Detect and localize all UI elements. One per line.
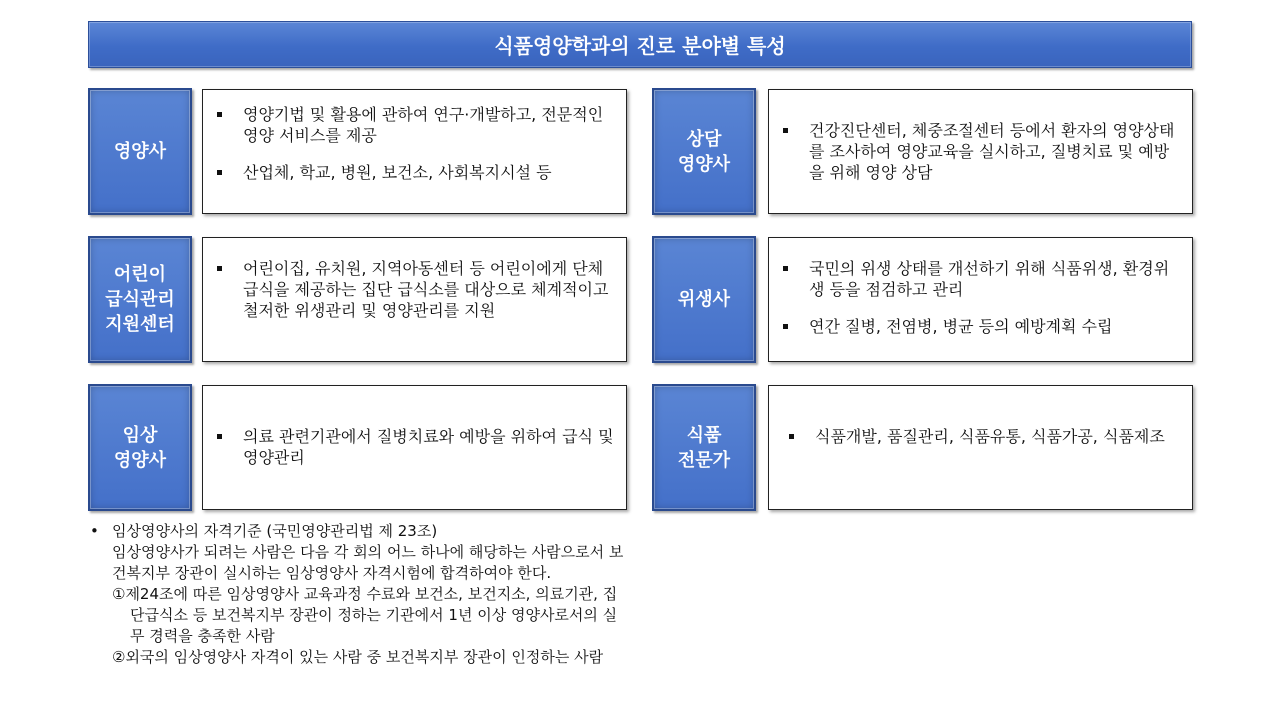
list-item: 식품개발, 품질관리, 식품유통, 식품가공, 식품제조	[785, 426, 1182, 447]
page-title: 식품영양학과의 진로 분야별 특성	[88, 21, 1192, 68]
career-label-food-expert	[652, 384, 756, 511]
career-label-text: 식품 전문가	[677, 424, 731, 471]
career-label-text: 어린이 급식관리 지원센터	[105, 264, 175, 335]
list-item: 건강진단센터, 체중조절센터 등에서 환자의 영양상태를 조사하여 영양교육을 실시하고, 질병치료 및 예방을 위해 영양 상담	[779, 120, 1182, 183]
career-desc-dietitian	[202, 89, 627, 214]
career-label-dietitian	[88, 88, 192, 215]
career-desc-food-expert	[768, 385, 1193, 510]
note-item: ②외국의 임상영양사 자격이 있는 사람 중 보건복지부 장관이 인정하는 사람	[112, 648, 604, 666]
note-heading	[90, 521, 630, 542]
list-item: 영양기법 및 활용에 관하여 연구·개발하고, 전문적인 영양 서비스를 제공	[213, 104, 616, 146]
qualification-note	[90, 521, 630, 668]
note-item: ①제24조에 따른 임상영양사 교육과정 수료와 보건소, 보건지소, 의료기관, 집단급식소 등 보건복지부 장관이 정하는 기관에서 1년 이상 영양사로서의 실무 경력을 충족한 사람	[112, 585, 618, 645]
career-desc-counseling-dietitian	[768, 89, 1193, 214]
career-label-text: 상담 영양사	[677, 128, 731, 175]
list-item: 국민의 위생 상태를 개선하기 위해 식품위생, 환경위생 등을 점검하고 관리	[779, 258, 1182, 300]
note-paragraph: 임상영양사가 되려는 사람은 다음 각 회의 어느 하나에 해당하는 사람으로서 보건복지부 장관이 실시하는 임상영양사 자격시험에 합격하여야 한다.	[112, 543, 624, 582]
career-desc-clinical-dietitian	[202, 385, 627, 510]
list-item: 의료 관련기관에서 질병치료와 예방을 위하여 급식 및 영양관리	[213, 426, 616, 468]
career-desc-childcare-center	[202, 237, 627, 362]
career-label-counseling-dietitian	[652, 88, 756, 215]
career-label-clinical-dietitian	[88, 384, 192, 511]
career-label-text: 영양사	[113, 141, 167, 162]
list-item: 산업체, 학교, 병원, 보건소, 사회복지시설 등	[213, 162, 616, 183]
career-label-text: 위생사	[677, 289, 731, 310]
note-heading-text: 임상영양사의 자격기준 (국민영양관리법 제 23조)	[112, 522, 438, 540]
career-label-childcare-center	[88, 236, 192, 363]
bullet-icon: •	[90, 522, 99, 540]
career-desc-sanitarian	[768, 237, 1193, 362]
career-label-sanitarian	[652, 236, 756, 363]
career-label-text: 임상 영양사	[113, 424, 167, 471]
list-item: 연간 질병, 전염병, 병균 등의 예방계획 수립	[779, 316, 1182, 337]
list-item: 어린이집, 유치원, 지역아동센터 등 어린이에게 단체급식을 제공하는 집단 급식소를 대상으로 체계적이고 철저한 위생관리 및 영양관리를 지원	[213, 258, 616, 321]
